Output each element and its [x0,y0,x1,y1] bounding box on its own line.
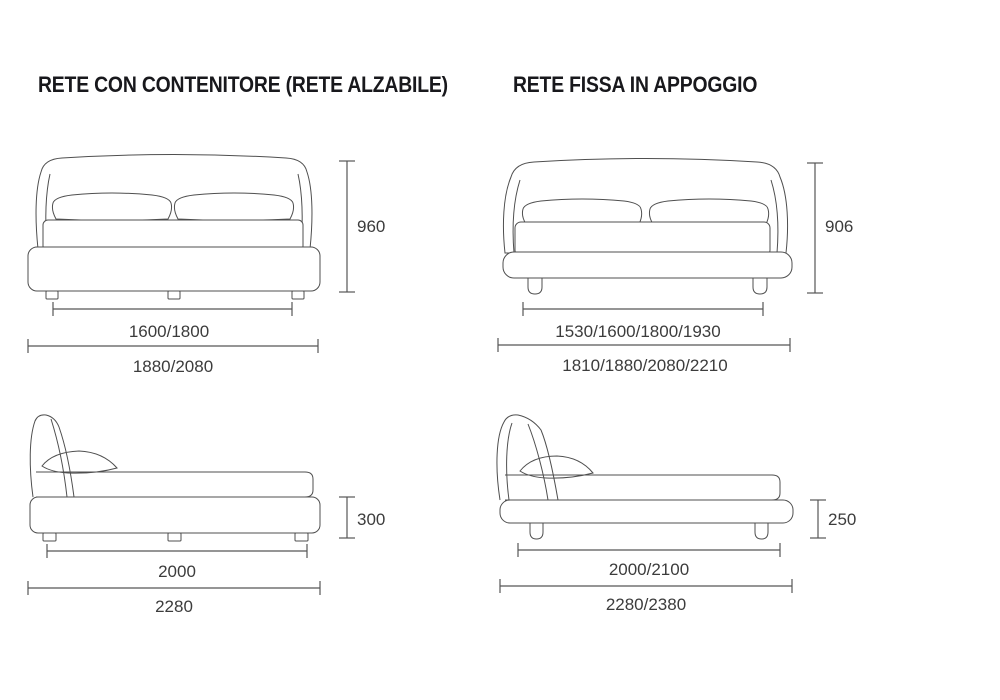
pillow-left [52,193,171,221]
mattress-length-label: 2000 [158,562,196,581]
pillow-side [42,451,117,473]
storage-base [28,247,320,291]
overall-length-dimension [28,581,320,616]
mattress-length-dimension [47,544,307,581]
height-dimension [339,161,385,292]
slim-base [503,252,792,278]
foot-center [168,291,180,299]
headboard-side-profile [30,415,74,497]
headboard-inner-contour-left [507,423,512,500]
overall-width-label: 1810/1880/2080/2210 [562,356,728,375]
overall-width-dimension [498,338,790,375]
leg-left [530,523,543,539]
foot-left [43,533,56,541]
base-height-dimension [339,497,385,538]
headboard-inner-contour [51,419,67,497]
leg-right [755,523,768,539]
mattress-width-dimension [523,302,763,341]
fixed-bed-side-view [497,415,856,614]
section-title-storage-bed: RETE CON CONTENITORE (RETE ALZABILE) [38,72,448,97]
base-height-label: 250 [828,510,857,529]
pillow-right [174,193,293,221]
mattress-length-label: 2000/2100 [608,560,690,579]
overall-length-label: 2280/2380 [605,595,687,614]
overall-width-dimension [28,339,318,376]
height-dimension-label: 906 [825,217,854,236]
height-dimension-label: 960 [357,217,386,236]
headboard-side-profile [497,415,558,500]
overall-width-label: 1880/2080 [132,357,214,376]
slim-base [500,500,793,523]
height-dimension [807,163,853,293]
mattress-width-label: 1600/1800 [128,322,210,341]
mattress-width-label: 1530/1600/1800/1930 [555,322,721,341]
storage-bed-front-view [28,155,385,377]
foot-left [46,291,58,299]
mattress [36,472,313,497]
base-height-label: 300 [357,510,386,529]
base-height-dimension [810,500,856,538]
foot-right [295,533,308,541]
mattress-length-dimension [518,543,780,579]
leg-right [753,278,767,294]
mattress-width-dimension [53,302,292,341]
leg-left [528,278,542,294]
fixed-bed-front-view [498,159,853,376]
overall-length-label: 2280 [155,597,193,616]
mattress [43,220,303,251]
mattress [515,222,770,256]
storage-base [30,497,320,533]
foot-right [292,291,304,299]
section-title-fixed-bed: RETE FISSA IN APPOGGIO [513,72,758,97]
overall-length-dimension [500,579,792,614]
storage-bed-side-view [28,415,385,616]
foot-center [168,533,181,541]
